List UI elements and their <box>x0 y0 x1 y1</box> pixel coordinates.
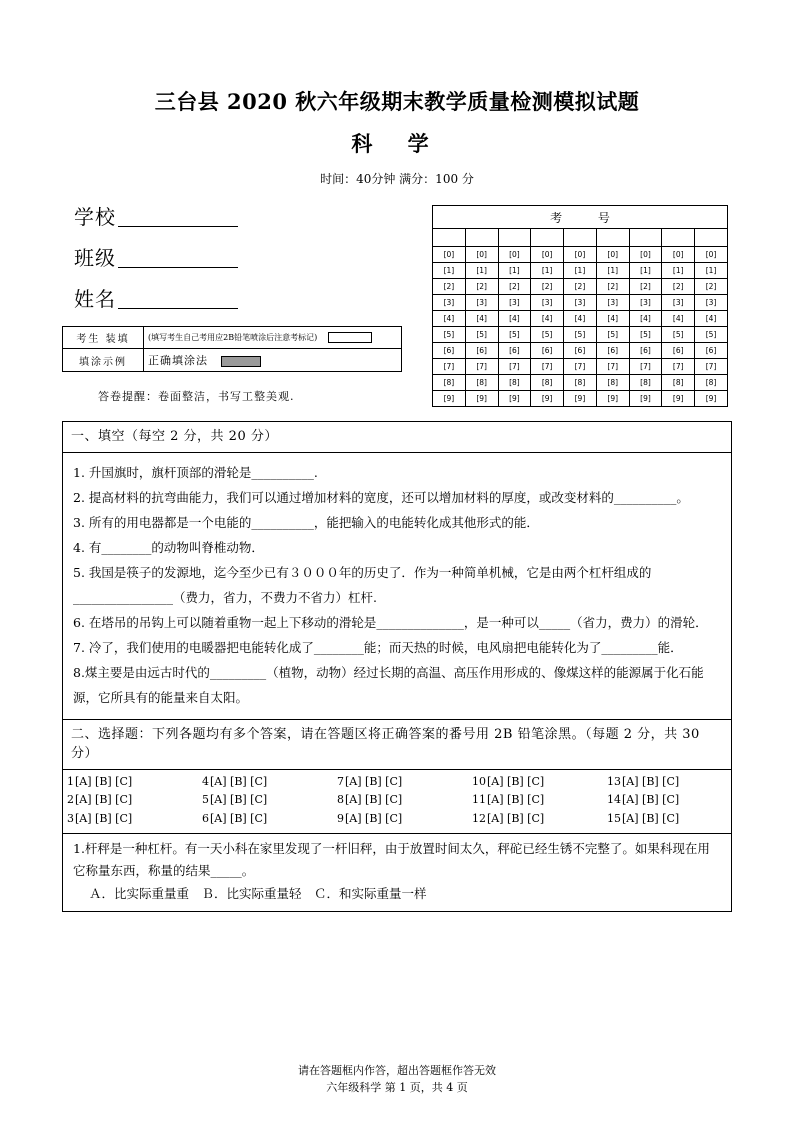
table-row <box>67 791 727 810</box>
exam-number-cell[interactable] <box>662 229 695 247</box>
exam-number-cell[interactable] <box>695 229 728 247</box>
bubble-cell[interactable]: [2] <box>531 279 564 295</box>
bubble-cell[interactable]: [2] <box>465 279 498 295</box>
bubble-cell[interactable]: [8] <box>596 375 629 391</box>
bubble-cell[interactable]: [4] <box>498 311 531 327</box>
bubble-cell[interactable]: [8] <box>433 375 466 391</box>
choice-cell[interactable]: 1[A] [B] [C] <box>67 774 133 788</box>
bubble-cell[interactable]: [8] <box>662 375 695 391</box>
table-row <box>433 343 728 359</box>
answer-tip: 答卷提醒：卷面整洁，书写工整美观. <box>98 390 295 403</box>
bubble-cell[interactable]: [0] <box>564 247 597 263</box>
bubble-cell[interactable]: [0] <box>695 247 728 263</box>
choice-cell[interactable]: 15[A] [B] [C] <box>607 811 680 825</box>
bubble-cell[interactable]: [9] <box>596 391 629 407</box>
table-row <box>433 391 728 407</box>
info-area <box>62 201 732 407</box>
bubble-cell[interactable]: [5] <box>498 327 531 343</box>
notice-row2-label: 填涂示例 <box>63 349 144 372</box>
bubble-cell[interactable]: [7] <box>629 359 662 375</box>
bubble-cell[interactable]: [8] <box>498 375 531 391</box>
bubble-cell[interactable]: [1] <box>695 263 728 279</box>
page-title: 三台县 2020 秋六年级期末教学质量检测模拟试题 <box>154 89 640 114</box>
choice-cell[interactable]: 4[A] [B] [C] <box>202 774 268 788</box>
bubble-cell[interactable]: [3] <box>531 295 564 311</box>
bubble-cell[interactable]: [4] <box>531 311 564 327</box>
filled-bar-icon <box>221 356 261 367</box>
bubble-cell[interactable]: [6] <box>564 343 597 359</box>
bubble-cell[interactable]: [9] <box>662 391 695 407</box>
bubble-cell[interactable]: [3] <box>498 295 531 311</box>
bubble-cell[interactable]: [6] <box>662 343 695 359</box>
bubble-cell[interactable]: [4] <box>433 311 466 327</box>
section1-body <box>63 453 731 719</box>
bubble-cell[interactable]: [3] <box>662 295 695 311</box>
bubble-cell[interactable]: [1] <box>433 263 466 279</box>
bubble-cell[interactable]: [5] <box>433 327 466 343</box>
table-row <box>433 263 728 279</box>
table-row <box>67 810 727 829</box>
bubble-cell[interactable]: [6] <box>629 343 662 359</box>
exam-number-cell[interactable] <box>433 229 466 247</box>
bubble-cell[interactable]: [3] <box>596 295 629 311</box>
bubble-cell[interactable]: [6] <box>531 343 564 359</box>
notice-row2-cell <box>144 349 402 372</box>
fill-notice-table <box>62 326 402 372</box>
bubble-cell[interactable]: [4] <box>662 311 695 327</box>
exam-number-table <box>432 205 728 407</box>
bubble-cell[interactable]: [7] <box>465 359 498 375</box>
bubble-cell[interactable]: [4] <box>564 311 597 327</box>
bubble-cell[interactable]: [9] <box>433 391 466 407</box>
student-info-block <box>62 201 410 404</box>
bubble-cell[interactable]: [9] <box>629 391 662 407</box>
field-name-input[interactable] <box>118 288 238 309</box>
bubble-cell[interactable]: [2] <box>564 279 597 295</box>
bubble-cell[interactable]: [9] <box>498 391 531 407</box>
exam-number-cell[interactable] <box>564 229 597 247</box>
bubble-cell[interactable]: [4] <box>629 311 662 327</box>
question-item: 4. 有________的动物叫脊椎动物． <box>73 539 264 555</box>
field-school <box>74 201 410 230</box>
exam-number-block <box>432 205 728 407</box>
field-class-label: 班级 <box>74 246 116 270</box>
notice-row1-text: (填写考生自己考用应2B铅笔喷涂后注意考标记) <box>148 332 318 342</box>
subject-title: 科 学 <box>351 131 443 156</box>
bubble-cell[interactable]: [2] <box>695 279 728 295</box>
bubble-cell[interactable]: [3] <box>465 295 498 311</box>
exam-number-cell[interactable] <box>629 229 662 247</box>
field-school-label: 学校 <box>74 205 116 229</box>
bubble-cell[interactable]: [8] <box>695 375 728 391</box>
bubble-cell[interactable]: [6] <box>433 343 466 359</box>
bubble-cell[interactable]: [0] <box>531 247 564 263</box>
bubble-cell[interactable]: [6] <box>498 343 531 359</box>
bubble-cell[interactable]: [7] <box>596 359 629 375</box>
bubble-cell[interactable]: [9] <box>531 391 564 407</box>
bubble-cell[interactable]: [9] <box>465 391 498 407</box>
bubble-cell[interactable]: [0] <box>662 247 695 263</box>
choice-cell[interactable]: 8[A] [B] [C] <box>337 793 403 807</box>
bubble-cell[interactable]: [8] <box>564 375 597 391</box>
bubble-cell[interactable]: [4] <box>596 311 629 327</box>
choice-question-1 <box>63 834 731 912</box>
bubble-cell[interactable]: [5] <box>465 327 498 343</box>
table-row <box>433 229 728 247</box>
question-item: 5. 我国是筷子的发源地，迄今至少已有３０００年的历史了．作为一种简单机械，它是由两个杠杆组成的________________（费力，省力，不费力不省力）杠杆. <box>73 564 652 605</box>
table-row <box>433 311 728 327</box>
question-item: 1. 升国旗时，旗杆顶部的滑轮是__________. <box>73 464 318 480</box>
bubble-cell[interactable]: [7] <box>498 359 531 375</box>
exam-number-cell[interactable] <box>531 229 564 247</box>
bubble-cell[interactable]: [8] <box>465 375 498 391</box>
bubble-cell[interactable]: [1] <box>629 263 662 279</box>
field-name <box>74 283 410 312</box>
field-class-input[interactable] <box>118 247 238 268</box>
question-item: 6. 在塔吊的吊钩上可以随着重物一起上下移动的滑轮是______________，是一种可以_____（省力，费力）的滑轮． <box>73 614 708 630</box>
bubble-cell[interactable]: [5] <box>596 327 629 343</box>
section-multiple-choice <box>62 719 732 913</box>
answer-bubble-area <box>63 770 731 834</box>
table-row <box>433 279 728 295</box>
exam-number-cell[interactable] <box>498 229 531 247</box>
table-row <box>433 206 728 229</box>
section1-heading: 一、填空（每空 2 分，共 20 分） <box>63 422 731 453</box>
bubble-cell[interactable]: [3] <box>629 295 662 311</box>
bubble-cell[interactable]: [7] <box>662 359 695 375</box>
bubble-cell[interactable]: [8] <box>531 375 564 391</box>
choice-cell[interactable]: 3[A] [B] [C] <box>67 811 133 825</box>
question-item: 8.煤主要是由远古时代的_________（植物，动物）经过长期的高温、高压作用形成的、像煤这样的能源属于化石能源，它所具有的能量来自太阳。 <box>73 664 704 705</box>
notice-row2-text: 正确填涂法 <box>148 354 208 367</box>
table-row <box>63 327 402 349</box>
bubble-cell[interactable]: [4] <box>465 311 498 327</box>
question-item: 2. 提高材料的抗弯曲能力，我们可以通过增加材料的宽度，还可以增加材料的厚度，或改变材料的__________。 <box>73 489 689 505</box>
field-school-input[interactable] <box>118 206 238 227</box>
bubble-cell[interactable]: [0] <box>596 247 629 263</box>
footer-note: 请在答题框内作答，超出答题框作答无效 <box>298 1063 496 1077</box>
bubble-cell[interactable]: [5] <box>531 327 564 343</box>
question-text: 1.杆秤是一种杠杆。有一天小科在家里发现了一杆旧秤，由于放置时间太久，秤砣已经生锈不完整了。如果科现在用它称量东西，称量的结果_____。 <box>73 840 710 879</box>
bubble-cell[interactable]: [3] <box>433 295 466 311</box>
empty-bar-icon <box>328 332 372 343</box>
exam-number-title: 考 号 <box>433 206 728 229</box>
bubble-cell[interactable]: [0] <box>465 247 498 263</box>
table-row <box>433 359 728 375</box>
bubble-cell[interactable]: [9] <box>695 391 728 407</box>
page-footer <box>0 1062 794 1097</box>
time-score-info: 时间：40分钟 满分：100 分 <box>320 172 474 186</box>
choice-cell[interactable]: 10[A] [B] [C] <box>472 774 545 788</box>
bubble-cell[interactable]: [0] <box>433 247 466 263</box>
bubble-cell[interactable]: [6] <box>465 343 498 359</box>
bubble-cell[interactable]: [7] <box>564 359 597 375</box>
bubble-cell[interactable]: [1] <box>596 263 629 279</box>
bubble-cell[interactable]: [7] <box>433 359 466 375</box>
choice-cell[interactable]: 5[A] [B] [C] <box>202 793 268 807</box>
bubble-cell[interactable]: [7] <box>531 359 564 375</box>
field-name-label: 姓名 <box>74 287 116 311</box>
table-row <box>433 375 728 391</box>
bubble-cell[interactable]: [9] <box>564 391 597 407</box>
bubble-cell[interactable]: [5] <box>695 327 728 343</box>
bubble-cell[interactable]: [5] <box>629 327 662 343</box>
choice-cell[interactable]: 12[A] [B] [C] <box>472 811 545 825</box>
table-row <box>67 773 727 792</box>
choice-cell[interactable]: 6[A] [B] [C] <box>202 811 268 825</box>
table-row <box>63 349 402 372</box>
bubble-cell[interactable]: [6] <box>695 343 728 359</box>
bubble-cell[interactable]: [5] <box>662 327 695 343</box>
footer-pagenum: 六年级科学 第 1 页，共 4 页 <box>326 1081 468 1095</box>
bubble-cell[interactable]: [7] <box>695 359 728 375</box>
section2-heading: 二、选择题：下列各题均有多个答案，请在答题区将正确答案的番号用 2B 铅笔涂黑。（每题 2 分，共 30 分） <box>63 720 731 770</box>
bubble-cell[interactable]: [8] <box>629 375 662 391</box>
bubble-cell[interactable]: [2] <box>433 279 466 295</box>
bubble-cell[interactable]: [2] <box>498 279 531 295</box>
bubble-cell[interactable]: [2] <box>629 279 662 295</box>
question-item: 7. 冷了，我们使用的电暖器把电能转化成了________能；而天热的时候，电风扇把电能转化为了_________能． <box>73 639 683 655</box>
bubble-cell[interactable]: [5] <box>564 327 597 343</box>
choice-cell[interactable]: 7[A] [B] [C] <box>337 774 403 788</box>
table-row <box>433 327 728 343</box>
bubble-cell[interactable]: [0] <box>498 247 531 263</box>
choice-cell[interactable]: 9[A] [B] [C] <box>337 811 403 825</box>
bubble-cell[interactable]: [0] <box>629 247 662 263</box>
question-item: 3. 所有的用电器都是一个电能的__________，能把输入的电能转化成其他形式的能． <box>73 514 539 530</box>
bubble-cell[interactable]: [1] <box>465 263 498 279</box>
choice-cell[interactable]: 14[A] [B] [C] <box>607 793 680 807</box>
choice-cell[interactable]: 2[A] [B] [C] <box>67 793 133 807</box>
choice-cell[interactable]: 13[A] [B] [C] <box>607 774 680 788</box>
bubble-cell[interactable]: [2] <box>596 279 629 295</box>
choice-cell[interactable]: 11[A] [B] [C] <box>472 793 545 807</box>
question-options: Ａ．比实际重量重 Ｂ．比实际重量轻 Ｃ．和实际重量一样 <box>89 885 427 901</box>
section-fill-in-blank <box>62 421 732 719</box>
exam-number-cell[interactable] <box>465 229 498 247</box>
bubble-cell[interactable]: [2] <box>662 279 695 295</box>
bubble-cell[interactable]: [1] <box>531 263 564 279</box>
exam-number-cell[interactable] <box>596 229 629 247</box>
table-row <box>433 295 728 311</box>
bubble-cell[interactable]: [3] <box>564 295 597 311</box>
bubble-cell[interactable]: [1] <box>498 263 531 279</box>
notice-row1-cell <box>144 327 402 349</box>
bubble-cell[interactable]: [1] <box>564 263 597 279</box>
table-row <box>433 247 728 263</box>
bubble-cell[interactable]: [4] <box>695 311 728 327</box>
field-class <box>74 242 410 271</box>
bubble-cell[interactable]: [3] <box>695 295 728 311</box>
notice-row1-label: 考生 装填 <box>63 327 144 349</box>
bubble-cell[interactable]: [6] <box>596 343 629 359</box>
bubble-cell[interactable]: [1] <box>662 263 695 279</box>
